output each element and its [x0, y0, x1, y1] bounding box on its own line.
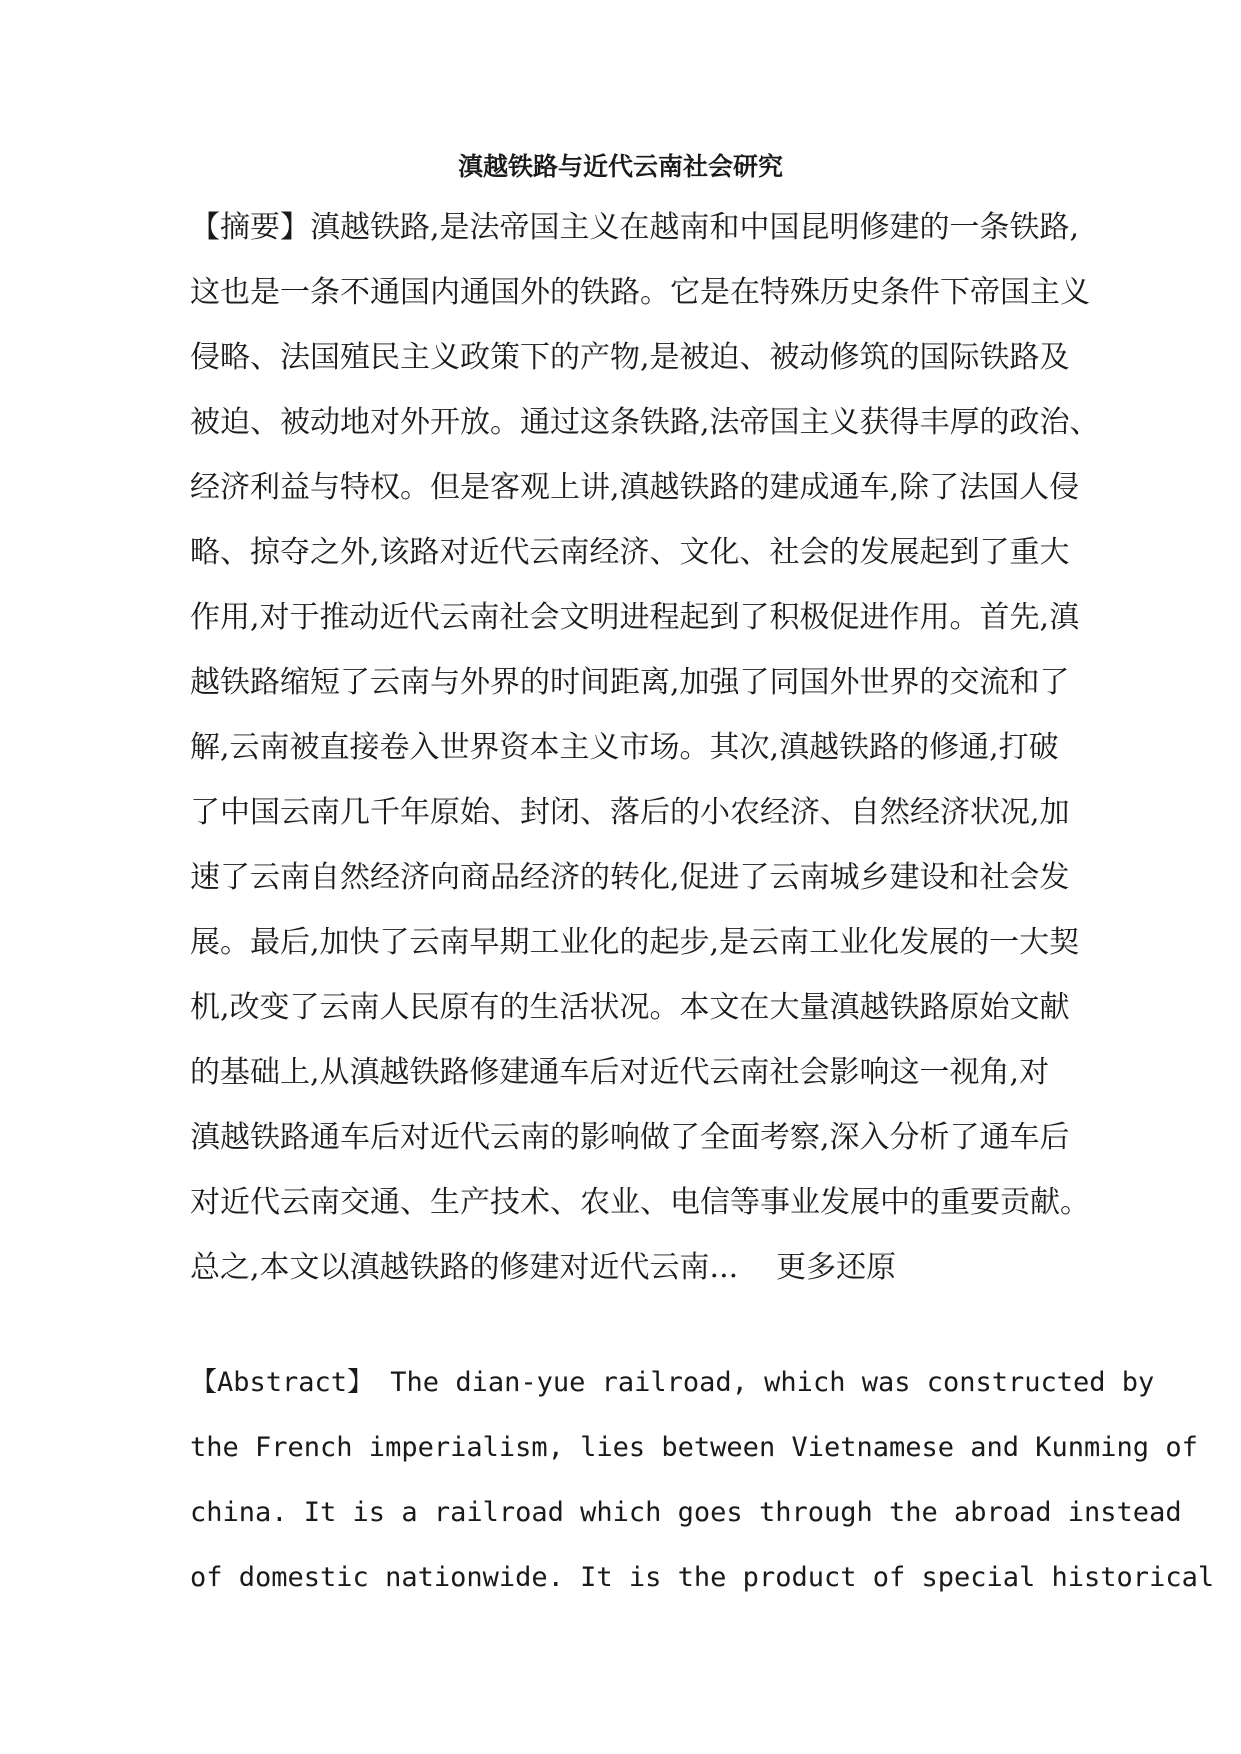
abstract-cn-truncated-text: 总之,本文以滇越铁路的修建对近代云南... [190, 1250, 739, 1285]
abstract-chinese [190, 195, 1100, 1300]
abstract-cn-line: 对近代云南交通、生产技术、农业、电信等事业发展中的重要贡献。 [190, 1185, 1090, 1220]
abstract-cn-line: 滇越铁路通车后对近代云南的影响做了全面考察,深入分析了通车后 [190, 1120, 1070, 1155]
abstract-en-line: of domestic nationwide. It is the product of special historical [190, 1562, 1215, 1593]
abstract-cn-line: 速了云南自然经济向商品经济的转化,促进了云南城乡建设和社会发 [190, 860, 1070, 895]
abstract-cn-line: 作用,对于推动近代云南社会文明进程起到了积极促进作用。首先,滇 [190, 600, 1080, 635]
abstract-cn-line: 解,云南被直接卷入世界资本主义市场。其次,滇越铁路的修通,打破 [190, 730, 1059, 765]
abstract-cn-line: 被迫、被动地对外开放。通过这条铁路,法帝国主义获得丰厚的政治、 [190, 405, 1100, 440]
abstract-cn-line: 展。最后,加快了云南早期工业化的起步,是云南工业化发展的一大契 [190, 925, 1080, 960]
abstract-cn-last-line [190, 1235, 1060, 1300]
abstract-cn-line: 这也是一条不通国内通国外的铁路。它是在特殊历史条件下帝国主义 [190, 275, 1090, 310]
abstract-cn-line: 侵略、法国殖民主义政策下的产物,是被迫、被动修筑的国际铁路及 [190, 340, 1070, 375]
document-title: 滇越铁路与近代云南社会研究 [457, 152, 783, 181]
more-restore-link[interactable]: 更多还原 [776, 1250, 897, 1285]
abstract-cn-line: 了中国云南几千年原始、封闭、落后的小农经济、自然经济状况,加 [190, 795, 1070, 830]
abstract-cn-line: 的基础上,从滇越铁路修建通车后对近代云南社会影响这一视角,对 [190, 1055, 1050, 1090]
abstract-en-line: china. It is a railroad which goes through the abroad instead [190, 1497, 1182, 1528]
abstract-en-line: the French imperialism, lies between Vietnamese and Kunming of [190, 1432, 1198, 1463]
abstract-english [190, 1350, 1215, 1610]
abstract-cn-line: 机,改变了云南人民原有的生活状况。本文在大量滇越铁路原始文献 [190, 990, 1070, 1025]
abstract-cn-line: 【摘要】滇越铁路,是法帝国主义在越南和中国昆明修建的一条铁路, [190, 210, 1080, 245]
abstract-cn-line: 经济利益与特权。但是客观上讲,滇越铁路的建成通车,除了法国人侵 [190, 470, 1080, 505]
abstract-en-line: 【Abstract】 The dian-yue railroad, which was constructed by [190, 1367, 1155, 1398]
abstract-cn-line: 越铁路缩短了云南与外界的时间距离,加强了同国外世界的交流和了 [190, 665, 1070, 700]
abstract-cn-line: 略、掠夺之外,该路对近代云南经济、文化、社会的发展起到了重大 [190, 535, 1070, 570]
